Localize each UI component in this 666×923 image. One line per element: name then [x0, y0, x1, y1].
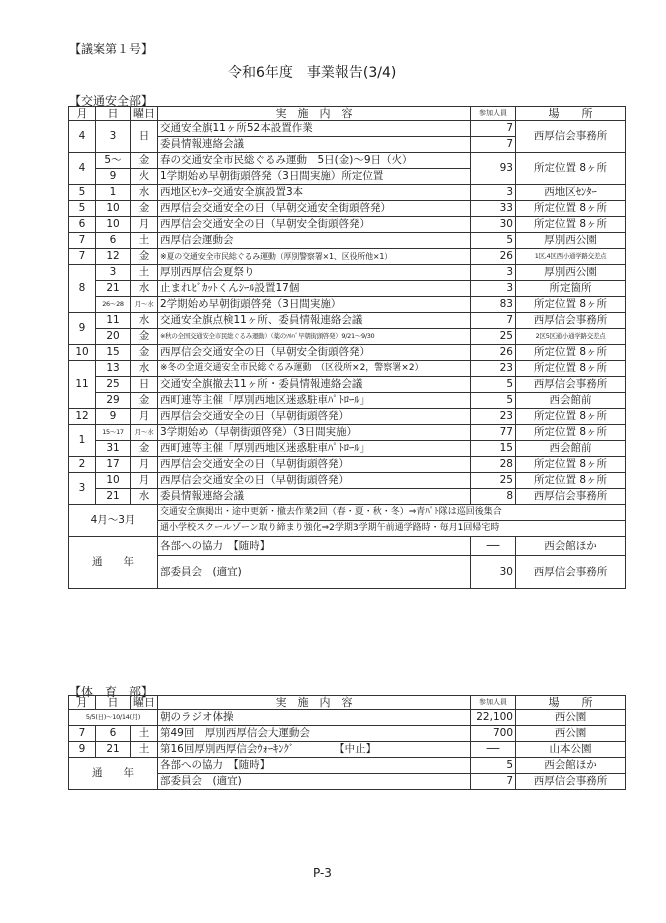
cell-weekday: 日: [131, 377, 158, 393]
table-row: [69, 537, 626, 556]
cell-day: 3: [96, 121, 131, 153]
cell-participants: 77: [471, 425, 516, 441]
period-note: 交通安全旗掲出・途中更新・撤去作業2回（春・夏・秋・冬）⇒青ﾊﾟﾄ隊は巡回後集合: [158, 505, 626, 521]
cell-content: 西厚信会交通安全の日（早朝安全街頭啓発）: [158, 217, 471, 233]
table-row: [69, 185, 626, 201]
cell-content: 委員情報連絡会議: [158, 137, 471, 153]
cell-weekday: 月: [131, 217, 158, 233]
table-row: [69, 281, 626, 297]
cell-content: 委員情報連絡会議: [158, 489, 471, 505]
table-row: [69, 233, 626, 249]
cell-place: 西厚信会事務所: [516, 556, 626, 589]
cell-day: 5～: [96, 153, 131, 169]
cell-place: 2区5区通小通学路交差点: [516, 329, 626, 345]
table-row: [69, 457, 626, 473]
cell-weekday: 月: [131, 457, 158, 473]
header-content: 実 施 内 容: [158, 107, 471, 121]
table-row: [69, 217, 626, 233]
table-row: [69, 121, 626, 137]
cell-participants: 30: [471, 556, 516, 589]
cell-day: 9: [96, 169, 131, 185]
cell-participants: 5: [471, 377, 516, 393]
cell-place: 所定位置 8ヶ所: [516, 153, 626, 185]
cell-weekday: 土: [131, 265, 158, 281]
cell-participants: 15: [471, 441, 516, 457]
table-row: [69, 345, 626, 361]
cell-participants: 23: [471, 409, 516, 425]
traffic-safety-table: [68, 106, 626, 589]
cell-weekday: 金: [131, 345, 158, 361]
header-participants: 参加人員: [471, 107, 516, 121]
header-content: 実 施 内 容: [158, 696, 471, 710]
cell-content: 交通安全旗点検11ヶ所、委員情報連絡会議: [158, 313, 471, 329]
cell-content: 西厚信会交通安全の日（早朝街頭啓発）: [158, 409, 471, 425]
cell-place: 所定位置 8ヶ所: [516, 297, 626, 313]
cell-participants: 93: [471, 153, 516, 185]
cell-content: 西地区ｾﾝﾀｰ交通安全旗設置3本: [158, 185, 471, 201]
header-weekday: 曜日: [131, 696, 158, 710]
cell-weekday: 土: [131, 726, 158, 742]
cell-place: 西会館前: [516, 441, 626, 457]
cell-participants: 7: [471, 313, 516, 329]
cell-weekday: 金: [131, 329, 158, 345]
cell-weekday: 水: [131, 313, 158, 329]
cell-day: 29: [96, 393, 131, 409]
table-row: [69, 313, 626, 329]
section-heading-traffic: 【交通安全部】: [69, 94, 154, 108]
cell-content: 部委員会 (適宜): [158, 556, 471, 589]
cell-weekday: 月～水: [131, 425, 158, 441]
cell-participants: 83: [471, 297, 516, 313]
cell-participants: 22,100: [471, 710, 516, 726]
cell-place: 所定位置 8ヶ所: [516, 361, 626, 377]
cell-content: 交通安全旗11ヶ所52本設置作業: [158, 121, 471, 137]
header-place: 場 所: [516, 696, 626, 710]
table-row: [69, 153, 626, 169]
table-row: [69, 409, 626, 425]
cell-participants: ──: [471, 742, 516, 758]
cell-weekday: 火: [131, 169, 158, 185]
cell-weekday: 日: [131, 121, 158, 153]
cell-participants: 5: [471, 393, 516, 409]
cell-place: 西厚信会事務所: [516, 774, 626, 790]
cell-weekday: 水: [131, 185, 158, 201]
cell-place: 1区,4区西小通学路交差点: [516, 249, 626, 265]
header-participants: 参加人員: [471, 696, 516, 710]
cell-place: 西公園: [516, 710, 626, 726]
cell-month: 5: [69, 201, 96, 217]
page-title: 令和6年度 事業報告(3/4): [228, 65, 397, 81]
cell-content: 西厚信会交通安全の日（早朝安全街頭啓発）: [158, 345, 471, 361]
section-heading-sports: 【体 育 部】: [69, 685, 154, 699]
cell-content: 2学期始め早朝街頭啓発（3日間実施）: [158, 297, 471, 313]
cell-content: ※秋の全国交通安全市民総ぐるみ運動）（薬のｿﾙﾊﾞ早朝街頭啓発）9/21～9/30: [158, 329, 471, 345]
header-day: 日: [96, 107, 131, 121]
cell-month: 1: [69, 425, 96, 457]
cell-day: 21: [96, 742, 131, 758]
cell-day: 26～28: [96, 297, 131, 313]
cell-participants: 25: [471, 329, 516, 345]
cell-month: 11: [69, 361, 96, 409]
cell-place: 西地区ｾﾝﾀｰ: [516, 185, 626, 201]
cell-month: 7: [69, 233, 96, 249]
cell-day: 20: [96, 329, 131, 345]
table-row: [69, 393, 626, 409]
cell-weekday: 水: [131, 281, 158, 297]
table-row: [69, 249, 626, 265]
cell-content: ※冬の全道交通安全市民総ぐるみ運動 （区役所×2，警察署×2）: [158, 361, 471, 377]
cell-content: ※夏の交通安全市民総ぐるみ運動（厚別警察署×1、区役所他×1）: [158, 249, 471, 265]
cell-weekday: 金: [131, 441, 158, 457]
cell-day: 21: [96, 489, 131, 505]
cell-month: 12: [69, 409, 96, 425]
cell-day: 10: [96, 473, 131, 489]
cell-month: 5: [69, 185, 96, 201]
cell-place: 所定位置 8ヶ所: [516, 473, 626, 489]
cell-month: 4: [69, 121, 96, 153]
header-place: 場 所: [516, 107, 626, 121]
cell-content: 各部への協力 【随時】: [158, 758, 471, 774]
header-month: 月: [69, 696, 96, 710]
header-weekday: 曜日: [131, 107, 158, 121]
cell-participants: 700: [471, 726, 516, 742]
cell-participants: 26: [471, 249, 516, 265]
cell-place: 所定箇所: [516, 281, 626, 297]
cell-content: 西厚信会運動会: [158, 233, 471, 249]
cell-weekday: 金: [131, 249, 158, 265]
table-row: [69, 329, 626, 345]
cell-weekday: 月～水: [131, 297, 158, 313]
table-row: [69, 473, 626, 489]
cell-place: 西会館ほか: [516, 758, 626, 774]
cell-weekday: 金: [131, 201, 158, 217]
cell-content: 西厚信会交通安全の日（早朝街頭啓発）: [158, 473, 471, 489]
cancel-note: 【中止】: [334, 743, 377, 755]
cell-place: 西会館ほか: [516, 537, 626, 556]
cell-place: 厚別西公園: [516, 233, 626, 249]
cell-content: 3学期始め（早朝街頭啓発）（3日間実施）: [158, 425, 471, 441]
table-row: [69, 505, 626, 521]
cell-month: 7: [69, 249, 96, 265]
cell-month: 6: [69, 217, 96, 233]
cell-content: 西厚信会交通安全の日（早朝街頭啓発）: [158, 457, 471, 473]
cell-month: 7: [69, 726, 96, 742]
cell-month: 9: [69, 313, 96, 345]
cell-day: 9: [96, 409, 131, 425]
cell-content: 西町連等主催「厚別西地区迷惑駐車ﾊﾟﾄﾛｰﾙ」: [158, 441, 471, 457]
cell-place: 所定位置 8ヶ所: [516, 217, 626, 233]
cell-day: 10: [96, 217, 131, 233]
table-row: [69, 758, 626, 774]
table-row: [69, 710, 626, 726]
cell-place: 所定位置 8ヶ所: [516, 425, 626, 441]
cell-place: 西厚信会事務所: [516, 121, 626, 153]
cell-month: 3: [69, 473, 96, 505]
cell-place: 西厚信会事務所: [516, 489, 626, 505]
cell-weekday: 月: [131, 409, 158, 425]
page-number: P-3: [313, 866, 332, 880]
cell-weekday: 土: [131, 233, 158, 249]
cell-participants: 25: [471, 473, 516, 489]
yearly-label: 通 年: [69, 537, 158, 589]
table-header: [69, 107, 626, 121]
table-row: [69, 201, 626, 217]
table-row: [69, 425, 626, 441]
cell-day: 13: [96, 361, 131, 377]
table-row: [69, 726, 626, 742]
cell-day: 10: [96, 201, 131, 217]
cell-participants: 5: [471, 233, 516, 249]
cell-content: 朝のラジオ体操: [158, 710, 471, 726]
cell-day: 15: [96, 345, 131, 361]
cell-content: 西町連等主催「厚別西地区迷惑駐車ﾊﾟﾄﾛｰﾙ」: [158, 393, 471, 409]
header-day: 日: [96, 696, 131, 710]
sports-table: [68, 695, 626, 790]
cell-participants: 30: [471, 217, 516, 233]
table-row: [69, 489, 626, 505]
cell-participants: 23: [471, 361, 516, 377]
cell-participants: 8: [471, 489, 516, 505]
cell-day: 12: [96, 249, 131, 265]
cell-participants: 3: [471, 265, 516, 281]
cell-content: 各部への協力 【随時】: [158, 537, 471, 556]
event-name: 第16回厚別西厚信会ｳｫｰｷﾝｸﾞ: [160, 743, 295, 755]
cell-weekday: 土: [131, 742, 158, 758]
table-header: [69, 696, 626, 710]
cell-place: 西厚信会事務所: [516, 313, 626, 329]
cell-day: 6: [96, 233, 131, 249]
cell-participants: 7: [471, 137, 516, 153]
cell-day: 11: [96, 313, 131, 329]
cell-place: 西公園: [516, 726, 626, 742]
cell-content: 厚別西厚信会夏祭り: [158, 265, 471, 281]
cell-content: [158, 742, 471, 758]
period-label: 4月～3月: [69, 505, 158, 537]
cell-place: 所定位置 8ヶ所: [516, 201, 626, 217]
cell-day: 1: [96, 185, 131, 201]
cell-day: 17: [96, 457, 131, 473]
cell-content: 西厚信会交通安全の日（早朝交通安全街頭啓発）: [158, 201, 471, 217]
cell-participants: 5: [471, 758, 516, 774]
cell-day: 6: [96, 726, 131, 742]
cell-participants: 3: [471, 185, 516, 201]
cell-content: 部委員会 (適宜): [158, 774, 471, 790]
cell-weekday: 金: [131, 153, 158, 169]
cell-weekday: 水: [131, 361, 158, 377]
doc-id: 【議案第１号】: [69, 42, 154, 56]
table-row: [69, 361, 626, 377]
cell-month: 2: [69, 457, 96, 473]
cell-participants: 33: [471, 201, 516, 217]
cell-month: 8: [69, 265, 96, 313]
cell-participants: 7: [471, 774, 516, 790]
cell-place: 所定位置 8ヶ所: [516, 345, 626, 361]
cell-weekday: 水: [131, 489, 158, 505]
table-row: [69, 377, 626, 393]
cell-day: 31: [96, 441, 131, 457]
cell-day: 21: [96, 281, 131, 297]
cell-content: 1学期始め早朝街頭啓発（3日間実施）所定位置: [158, 169, 471, 185]
cell-day: 3: [96, 265, 131, 281]
cell-date-span: 5/5(日)～10/14(月): [69, 710, 158, 726]
header-month: 月: [69, 107, 96, 121]
cell-day: 25: [96, 377, 131, 393]
cell-weekday: 金: [131, 393, 158, 409]
cell-content: 春の交通安全市民総ぐるみ運動 5日(金)～9日（火）: [158, 153, 471, 169]
cell-participants: 28: [471, 457, 516, 473]
cell-participants: 7: [471, 121, 516, 137]
cell-content: 交通安全旗撤去11ヶ所・委員情報連絡会議: [158, 377, 471, 393]
table-row: [69, 441, 626, 457]
cell-content: 止まれﾋﾞｶｯﾄくんｼｰﾙ設置17個: [158, 281, 471, 297]
cell-place: 西会館前: [516, 393, 626, 409]
cell-month: 9: [69, 742, 96, 758]
period-note: 通小学校スクールゾーン取り締まり強化⇒2学期3学期午前通学路時・毎月1回帰宅時: [158, 521, 626, 537]
cell-day: 15～17: [96, 425, 131, 441]
table-row: [69, 265, 626, 281]
cell-place: 厚別西公園: [516, 265, 626, 281]
cell-participants: 26: [471, 345, 516, 361]
cell-participants: 3: [471, 281, 516, 297]
cell-content: 第49回 厚別西厚信会大運動会: [158, 726, 471, 742]
cell-place: 山本公園: [516, 742, 626, 758]
cell-place: 西厚信会事務所: [516, 377, 626, 393]
table-row: [69, 297, 626, 313]
cell-month: 4: [69, 153, 96, 185]
table-row: [69, 742, 626, 758]
cell-weekday: 月: [131, 473, 158, 489]
cell-place: 所定位置 8ヶ所: [516, 457, 626, 473]
cell-month: 10: [69, 345, 96, 361]
yearly-label: 通 年: [69, 758, 158, 790]
cell-participants: ──: [471, 537, 516, 556]
cell-place: 所定位置 8ヶ所: [516, 409, 626, 425]
